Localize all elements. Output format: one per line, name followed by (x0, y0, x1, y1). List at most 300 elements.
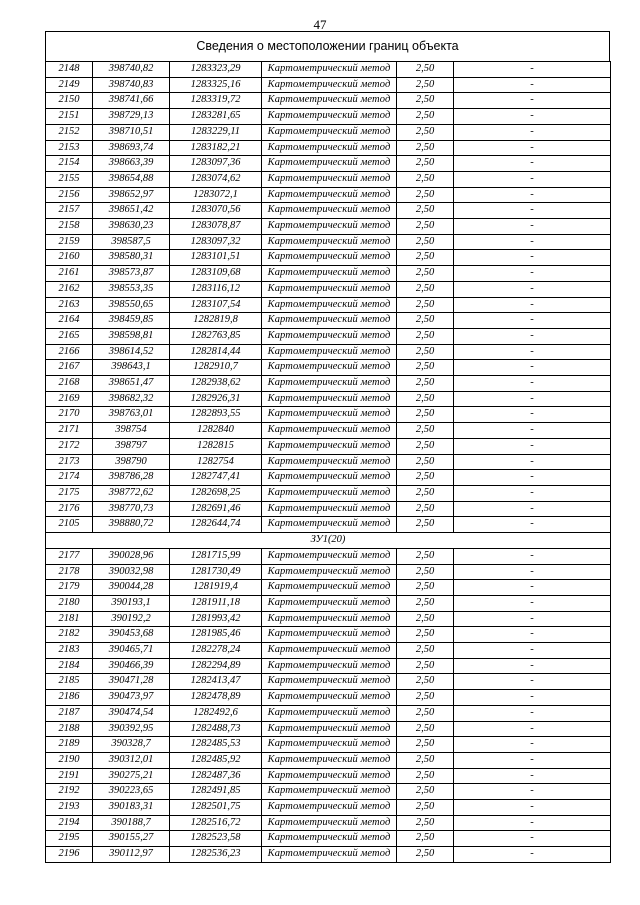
coord-x: 390466,39 (93, 658, 170, 674)
method-cell: Картометрический метод (262, 376, 397, 392)
note-cell: - (454, 595, 611, 611)
precision-cell: 2,50 (397, 831, 454, 847)
point-number: 2160 (46, 250, 93, 266)
coord-x: 398880,72 (93, 517, 170, 533)
table-row (46, 517, 611, 533)
method-cell: Картометрический метод (262, 203, 397, 219)
method-cell: Картометрический метод (262, 156, 397, 172)
table-row (46, 281, 611, 297)
coord-y: 1283229,11 (170, 124, 262, 140)
point-number: 2158 (46, 219, 93, 235)
method-cell: Картометрический метод (262, 768, 397, 784)
coord-x: 390155,27 (93, 831, 170, 847)
table-row (46, 140, 611, 156)
coord-y: 1283097,36 (170, 156, 262, 172)
note-cell: - (454, 705, 611, 721)
page-number: 47 (313, 17, 327, 32)
precision-cell: 2,50 (397, 376, 454, 392)
method-cell: Картометрический метод (262, 328, 397, 344)
method-cell: Картометрический метод (262, 721, 397, 737)
method-cell: Картометрический метод (262, 407, 397, 423)
coord-y: 1282698,25 (170, 485, 262, 501)
note-cell: - (454, 407, 611, 423)
precision-cell: 2,50 (397, 438, 454, 454)
precision-cell: 2,50 (397, 470, 454, 486)
coord-y: 1283281,65 (170, 109, 262, 125)
note-cell: - (454, 768, 611, 784)
coord-x: 390183,31 (93, 800, 170, 816)
note-cell: - (454, 344, 611, 360)
table-row (46, 187, 611, 203)
coord-x: 398682,32 (93, 391, 170, 407)
coord-y: 1281911,18 (170, 595, 262, 611)
method-cell: Картометрический метод (262, 831, 397, 847)
point-number: 2191 (46, 768, 93, 784)
table-row (46, 407, 611, 423)
coord-x: 398643,1 (93, 360, 170, 376)
coord-y: 1283325,16 (170, 77, 262, 93)
method-cell: Картометрический метод (262, 219, 397, 235)
method-cell: Картометрический метод (262, 313, 397, 329)
coord-x: 398598,81 (93, 328, 170, 344)
precision-cell: 2,50 (397, 297, 454, 313)
coord-y: 1282413,47 (170, 674, 262, 690)
note-cell: - (454, 423, 611, 439)
precision-cell: 2,50 (397, 171, 454, 187)
point-number: 2185 (46, 674, 93, 690)
coord-x: 398573,87 (93, 266, 170, 282)
point-number: 2151 (46, 109, 93, 125)
method-cell: Картометрический метод (262, 423, 397, 439)
coord-y: 1282814,44 (170, 344, 262, 360)
method-cell: Картометрический метод (262, 690, 397, 706)
coord-y: 1282747,41 (170, 470, 262, 486)
precision-cell: 2,50 (397, 485, 454, 501)
table-row (46, 564, 611, 580)
precision-cell: 2,50 (397, 580, 454, 596)
point-number: 2183 (46, 643, 93, 659)
coord-x: 390312,01 (93, 752, 170, 768)
table-row (46, 752, 611, 768)
table-row (46, 376, 611, 392)
table-title: Сведения о местоположении границ объекта (45, 31, 610, 61)
coord-y: 1282501,75 (170, 800, 262, 816)
precision-cell: 2,50 (397, 328, 454, 344)
note-cell: - (454, 391, 611, 407)
coord-y: 1283182,21 (170, 140, 262, 156)
precision-cell: 2,50 (397, 156, 454, 172)
note-cell: - (454, 627, 611, 643)
method-cell: Картометрический метод (262, 548, 397, 564)
method-cell: Картометрический метод (262, 658, 397, 674)
precision-cell: 2,50 (397, 109, 454, 125)
note-cell: - (454, 690, 611, 706)
method-cell: Картометрический метод (262, 784, 397, 800)
table-row (46, 737, 611, 753)
coord-y: 1281919,4 (170, 580, 262, 596)
precision-cell: 2,50 (397, 658, 454, 674)
coord-x: 398550,65 (93, 297, 170, 313)
coord-x: 390275,21 (93, 768, 170, 784)
note-cell: - (454, 93, 611, 109)
method-cell: Картометрический метод (262, 62, 397, 78)
coord-x: 390028,96 (93, 548, 170, 564)
method-cell: Картометрический метод (262, 124, 397, 140)
coord-y: 1281985,46 (170, 627, 262, 643)
table-row (46, 768, 611, 784)
precision-cell: 2,50 (397, 187, 454, 203)
boundary-table-frame (45, 31, 610, 863)
table-row (46, 784, 611, 800)
table-row (46, 454, 611, 470)
note-cell: - (454, 831, 611, 847)
point-number: 2165 (46, 328, 93, 344)
table-row (46, 171, 611, 187)
precision-cell: 2,50 (397, 721, 454, 737)
table-row (46, 831, 611, 847)
coord-y: 1282485,92 (170, 752, 262, 768)
precision-cell: 2,50 (397, 564, 454, 580)
table-row (46, 705, 611, 721)
coord-x: 390471,28 (93, 674, 170, 690)
method-cell: Картометрический метод (262, 580, 397, 596)
coord-x: 390392,95 (93, 721, 170, 737)
table-row (46, 313, 611, 329)
method-cell: Картометрический метод (262, 281, 397, 297)
note-cell: - (454, 187, 611, 203)
note-cell: - (454, 297, 611, 313)
table-row (46, 219, 611, 235)
point-number: 2174 (46, 470, 93, 486)
precision-cell: 2,50 (397, 281, 454, 297)
method-cell: Картометрический метод (262, 266, 397, 282)
method-cell: Картометрический метод (262, 627, 397, 643)
table-row (46, 627, 611, 643)
note-cell: - (454, 800, 611, 816)
coord-x: 398580,31 (93, 250, 170, 266)
point-number: 2148 (46, 62, 93, 78)
table-row (46, 250, 611, 266)
coord-x: 398763,01 (93, 407, 170, 423)
precision-cell: 2,50 (397, 517, 454, 533)
coord-y: 1282819,8 (170, 313, 262, 329)
method-cell: Картометрический метод (262, 391, 397, 407)
coord-x: 398587,5 (93, 234, 170, 250)
coord-y: 1282478,89 (170, 690, 262, 706)
point-number: 2169 (46, 391, 93, 407)
table-row (46, 501, 611, 517)
method-cell: Картометрический метод (262, 438, 397, 454)
coord-y: 1282691,46 (170, 501, 262, 517)
coord-x: 390112,97 (93, 847, 170, 863)
coord-x: 398770,73 (93, 501, 170, 517)
precision-cell: 2,50 (397, 344, 454, 360)
table-row (46, 93, 611, 109)
note-cell: - (454, 580, 611, 596)
point-number: 2186 (46, 690, 93, 706)
point-number: 2155 (46, 171, 93, 187)
coord-x: 398754 (93, 423, 170, 439)
coord-x: 390193,1 (93, 595, 170, 611)
coord-y: 1283323,29 (170, 62, 262, 78)
note-cell: - (454, 847, 611, 863)
method-cell: Картометрический метод (262, 344, 397, 360)
coord-y: 1282893,55 (170, 407, 262, 423)
point-number: 2195 (46, 831, 93, 847)
table-row (46, 800, 611, 816)
method-cell: Картометрический метод (262, 297, 397, 313)
table-row (46, 328, 611, 344)
table-row (46, 266, 611, 282)
table-row (46, 815, 611, 831)
precision-cell: 2,50 (397, 391, 454, 407)
coord-y: 1282492,6 (170, 705, 262, 721)
note-cell: - (454, 62, 611, 78)
method-cell: Картометрический метод (262, 485, 397, 501)
coord-x: 398654,88 (93, 171, 170, 187)
precision-cell: 2,50 (397, 815, 454, 831)
point-number: 2157 (46, 203, 93, 219)
table-row (46, 548, 611, 564)
method-cell: Картометрический метод (262, 737, 397, 753)
point-number: 2188 (46, 721, 93, 737)
coord-x: 398740,82 (93, 62, 170, 78)
coord-y: 1283116,12 (170, 281, 262, 297)
precision-cell: 2,50 (397, 266, 454, 282)
precision-cell: 2,50 (397, 847, 454, 863)
table-row (46, 595, 611, 611)
point-number: 2168 (46, 376, 93, 392)
precision-cell: 2,50 (397, 77, 454, 93)
coord-y: 1283078,87 (170, 219, 262, 235)
precision-cell: 2,50 (397, 423, 454, 439)
coord-y: 1283101,51 (170, 250, 262, 266)
method-cell: Картометрический метод (262, 595, 397, 611)
method-cell: Картометрический метод (262, 360, 397, 376)
coord-y: 1282910,7 (170, 360, 262, 376)
precision-cell: 2,50 (397, 124, 454, 140)
point-number: 2105 (46, 517, 93, 533)
point-number: 2187 (46, 705, 93, 721)
coord-x: 398710,51 (93, 124, 170, 140)
point-number: 2189 (46, 737, 93, 753)
precision-cell: 2,50 (397, 454, 454, 470)
coord-x: 398772,62 (93, 485, 170, 501)
table-row (46, 109, 611, 125)
coord-y: 1283070,56 (170, 203, 262, 219)
coord-y: 1283074,62 (170, 171, 262, 187)
coord-x: 390473,97 (93, 690, 170, 706)
coord-x: 390328,7 (93, 737, 170, 753)
method-cell: Картометрический метод (262, 234, 397, 250)
point-number: 2167 (46, 360, 93, 376)
note-cell: - (454, 548, 611, 564)
method-cell: Картометрический метод (262, 847, 397, 863)
coord-x: 398741,66 (93, 93, 170, 109)
method-cell: Картометрический метод (262, 250, 397, 266)
note-cell: - (454, 470, 611, 486)
point-number: 2154 (46, 156, 93, 172)
note-cell: - (454, 156, 611, 172)
point-number: 2196 (46, 847, 93, 863)
note-cell: - (454, 266, 611, 282)
method-cell: Картометрический метод (262, 674, 397, 690)
coord-y: 1282754 (170, 454, 262, 470)
coord-x: 390032,98 (93, 564, 170, 580)
precision-cell: 2,50 (397, 627, 454, 643)
method-cell: Картометрический метод (262, 800, 397, 816)
coord-x: 398651,47 (93, 376, 170, 392)
coord-x: 398652,97 (93, 187, 170, 203)
precision-cell: 2,50 (397, 234, 454, 250)
coord-x: 398797 (93, 438, 170, 454)
coord-x: 398630,23 (93, 219, 170, 235)
note-cell: - (454, 203, 611, 219)
point-number: 2172 (46, 438, 93, 454)
note-cell: - (454, 721, 611, 737)
point-number: 2178 (46, 564, 93, 580)
point-number: 2163 (46, 297, 93, 313)
note-cell: - (454, 752, 611, 768)
coord-x: 398693,74 (93, 140, 170, 156)
precision-cell: 2,50 (397, 674, 454, 690)
note-cell: - (454, 360, 611, 376)
method-cell: Картометрический метод (262, 187, 397, 203)
method-cell: Картометрический метод (262, 611, 397, 627)
coord-x: 390188,7 (93, 815, 170, 831)
point-number: 2150 (46, 93, 93, 109)
coord-y: 1281730,49 (170, 564, 262, 580)
point-number: 2159 (46, 234, 93, 250)
method-cell: Картометрический метод (262, 705, 397, 721)
coord-y: 1282763,85 (170, 328, 262, 344)
point-number: 2170 (46, 407, 93, 423)
note-cell: - (454, 77, 611, 93)
method-cell: Картометрический метод (262, 470, 397, 486)
section-label: ЗУ1(20) (46, 533, 611, 549)
note-cell: - (454, 140, 611, 156)
coord-x: 390044,28 (93, 580, 170, 596)
coord-x: 390192,2 (93, 611, 170, 627)
method-cell: Картометрический метод (262, 752, 397, 768)
table-row (46, 234, 611, 250)
coord-x: 398740,83 (93, 77, 170, 93)
coord-y: 1282516,72 (170, 815, 262, 831)
point-number: 2193 (46, 800, 93, 816)
note-cell: - (454, 124, 611, 140)
note-cell: - (454, 219, 611, 235)
point-number: 2149 (46, 77, 93, 93)
note-cell: - (454, 643, 611, 659)
table-row (46, 203, 611, 219)
coord-x: 390223,65 (93, 784, 170, 800)
coord-y: 1282926,31 (170, 391, 262, 407)
coord-x: 398459,85 (93, 313, 170, 329)
point-number: 2152 (46, 124, 93, 140)
coord-y: 1282938,62 (170, 376, 262, 392)
point-number: 2171 (46, 423, 93, 439)
coord-x: 398651,42 (93, 203, 170, 219)
point-number: 2192 (46, 784, 93, 800)
table-row (46, 438, 611, 454)
table-row (46, 690, 611, 706)
method-cell: Картометрический метод (262, 93, 397, 109)
coord-x: 398663,39 (93, 156, 170, 172)
coord-y: 1282487,36 (170, 768, 262, 784)
note-cell: - (454, 438, 611, 454)
table-row (46, 391, 611, 407)
coord-y: 1282644,74 (170, 517, 262, 533)
note-cell: - (454, 234, 611, 250)
table-row (46, 658, 611, 674)
coord-x: 398786,28 (93, 470, 170, 486)
note-cell: - (454, 737, 611, 753)
coord-x: 398614,52 (93, 344, 170, 360)
coord-y: 1282815 (170, 438, 262, 454)
precision-cell: 2,50 (397, 690, 454, 706)
precision-cell: 2,50 (397, 768, 454, 784)
method-cell: Картометрический метод (262, 501, 397, 517)
coord-y: 1282840 (170, 423, 262, 439)
point-number: 2166 (46, 344, 93, 360)
precision-cell: 2,50 (397, 643, 454, 659)
point-number: 2179 (46, 580, 93, 596)
note-cell: - (454, 328, 611, 344)
precision-cell: 2,50 (397, 548, 454, 564)
coord-y: 1281993,42 (170, 611, 262, 627)
point-number: 2184 (46, 658, 93, 674)
note-cell: - (454, 564, 611, 580)
point-number: 2175 (46, 485, 93, 501)
point-number: 2164 (46, 313, 93, 329)
precision-cell: 2,50 (397, 800, 454, 816)
note-cell: - (454, 517, 611, 533)
precision-cell: 2,50 (397, 784, 454, 800)
section-row (46, 533, 611, 549)
note-cell: - (454, 376, 611, 392)
point-number: 2156 (46, 187, 93, 203)
table-row (46, 580, 611, 596)
note-cell: - (454, 815, 611, 831)
method-cell: Картометрический метод (262, 517, 397, 533)
point-number: 2173 (46, 454, 93, 470)
note-cell: - (454, 784, 611, 800)
coord-x: 390453,68 (93, 627, 170, 643)
point-number: 2162 (46, 281, 93, 297)
note-cell: - (454, 674, 611, 690)
table-row (46, 423, 611, 439)
method-cell: Картометрический метод (262, 454, 397, 470)
point-number: 2180 (46, 595, 93, 611)
coord-y: 1283107,54 (170, 297, 262, 313)
precision-cell: 2,50 (397, 752, 454, 768)
method-cell: Картометрический метод (262, 815, 397, 831)
precision-cell: 2,50 (397, 501, 454, 517)
coord-x: 398553,35 (93, 281, 170, 297)
method-cell: Картометрический метод (262, 171, 397, 187)
coord-y: 1282278,24 (170, 643, 262, 659)
table-row (46, 77, 611, 93)
precision-cell: 2,50 (397, 62, 454, 78)
method-cell: Картометрический метод (262, 77, 397, 93)
coord-x: 398729,13 (93, 109, 170, 125)
note-cell: - (454, 611, 611, 627)
table-row (46, 611, 611, 627)
coord-y: 1283319,72 (170, 93, 262, 109)
coord-y: 1281715,99 (170, 548, 262, 564)
precision-cell: 2,50 (397, 595, 454, 611)
table-row (46, 485, 611, 501)
